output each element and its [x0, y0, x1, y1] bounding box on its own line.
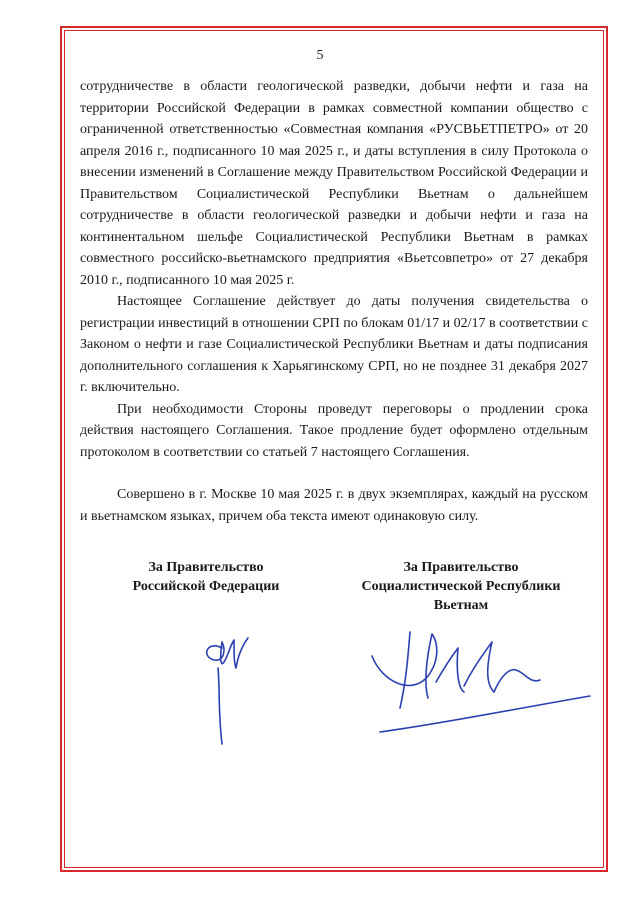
paragraph-validity: Настоящее Соглашение действует до даты получения свидетельства о регистрации инвестиций в отношении СРП по блокам 01/17 и 02/17 в соответствии с Законом о нефти и газе Социалистической Республики Вьетнам и даты подписания дополнительного соглашения к Харьягинскому СРП, но не позднее 31 декабря 2027 г. включительно. [80, 294, 588, 395]
paragraph-gap [80, 463, 588, 484]
signatory-russia [106, 558, 306, 596]
document-body [80, 76, 588, 527]
paragraph-extension: При необходимости Стороны проведут переговоры о продлении срока действия настоящего Соглашения. Такое продление будет оформлено отдельным протоколом в соответствии со статьей 7 настоящего Соглашения. [80, 401, 588, 460]
signatory-vietnam-line1: За Правительство [403, 560, 519, 575]
signatory-vietnam-line3: Вьетнам [433, 598, 489, 613]
signatory-vietnam-line2: Социалистической Республики [361, 579, 561, 594]
signatory-russia-line1: За Правительство [148, 560, 264, 575]
signature-russia [190, 612, 270, 752]
signatory-russia-line2: Российской Федерации [132, 579, 280, 594]
signatory-vietnam [350, 558, 572, 615]
paragraph-done-at: Совершено в г. Москве 10 мая 2025 г. в двух экземплярах, каждый на русском и вьетнамском языках, причем оба текста имеют одинаковую силу. [80, 487, 588, 524]
page-number: 5 [316, 48, 324, 63]
paragraph-continuation: сотрудничестве в области геологической разведки, добычи нефти и газа на территории Российской Федерации в рамках совместной компании общество с ограниченной ответственностью «Совместная компания «РУСВЬЕТПЕТРО» от 20 апреля 2016 г., подписанного 10 мая 2025 г., и даты вступления в силу Протокола о внесении изменений в Соглашение между Правительством Российской Федерации и Правительством Социалистической Республики Вьетнам о дальнейшем сотрудничестве в области геологической разведки и добычи нефти и газа на континентальном шельфе Социалистической Республики Вьетнам в рамках совместного российско-вьетнамского предприятия «Вьетсовпетро» от 27 декабря 2010 г., подписанного 10 мая 2025 г. [80, 79, 588, 288]
signature-vietnam [360, 612, 600, 742]
